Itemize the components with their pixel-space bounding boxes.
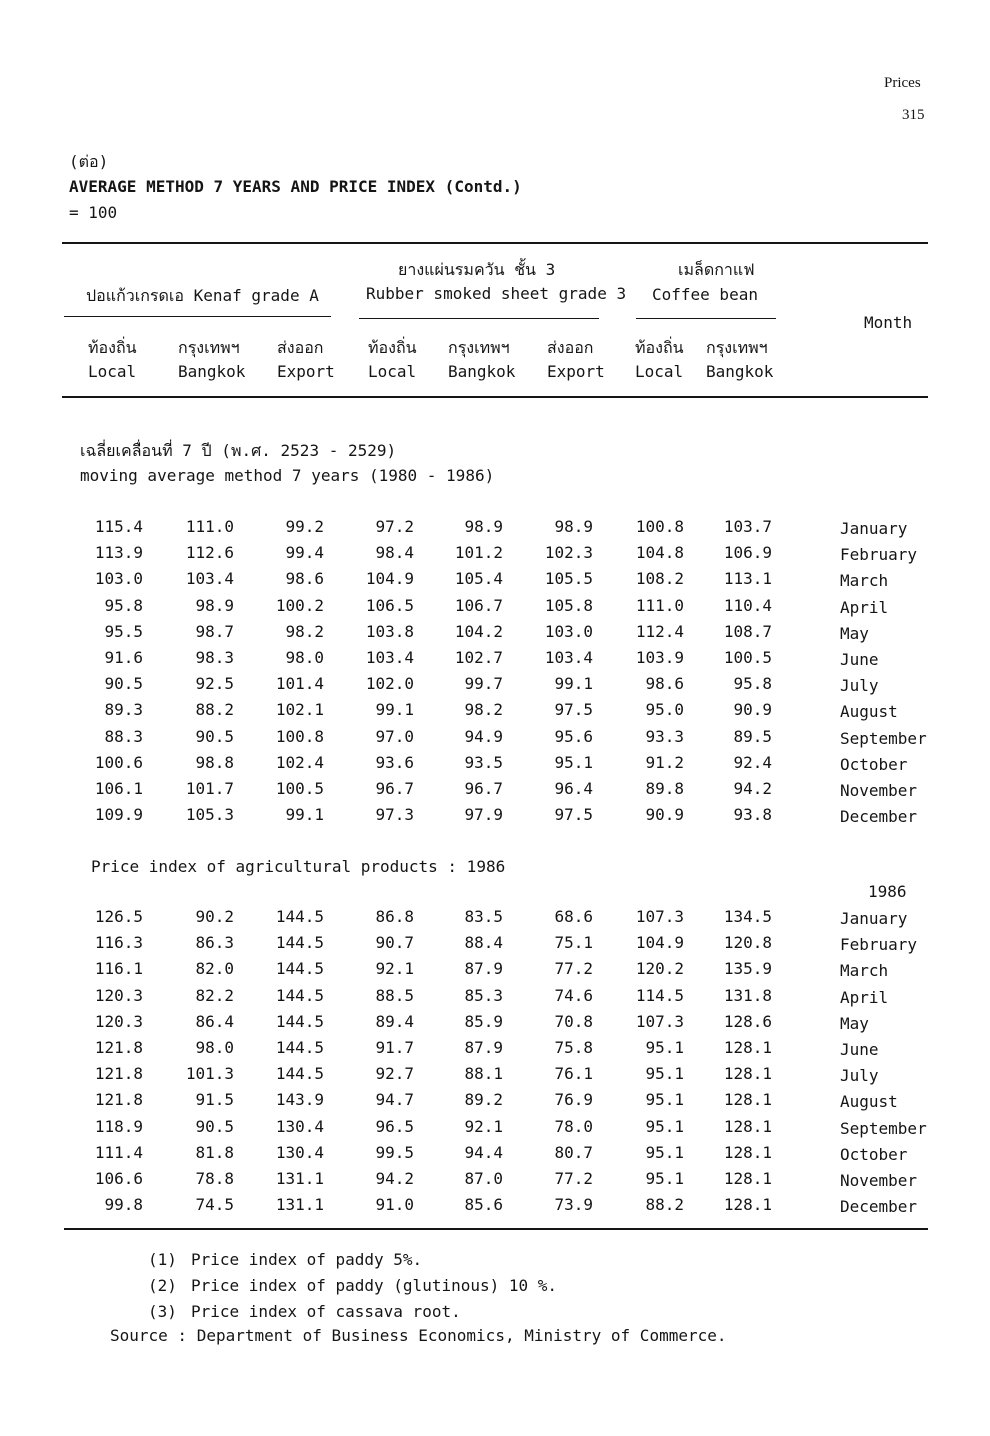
table-cell: 74.5 xyxy=(195,1195,234,1215)
table-cell: 85.9 xyxy=(464,1011,503,1031)
month-label: September xyxy=(840,728,927,748)
table-cell: 95.1 xyxy=(645,1142,684,1162)
table-cell: 88.1 xyxy=(464,1064,503,1084)
month-label: December xyxy=(840,1197,918,1217)
table-cell: 144.5 xyxy=(275,1064,324,1084)
table-cell: 120.2 xyxy=(635,959,684,979)
column-header-thai: ส่งออก xyxy=(547,338,594,357)
table-cell: 121.8 xyxy=(94,1090,143,1110)
table-cell: 89.5 xyxy=(733,726,772,746)
table-cell: 103.9 xyxy=(635,648,684,667)
table-cell: 99.2 xyxy=(285,517,324,536)
table-cell: 144.5 xyxy=(275,1011,324,1031)
table-cell: 144.5 xyxy=(275,1038,324,1057)
column-header-thai: ท้องถิ่น xyxy=(635,338,684,357)
table-cell: 99.4 xyxy=(285,543,324,563)
table-cell: 92.1 xyxy=(375,959,414,979)
table-cell: 95.1 xyxy=(645,1090,684,1110)
table-cell: 96.7 xyxy=(464,779,503,798)
table-cell: 90.5 xyxy=(195,1116,234,1136)
table-cell: 116.1 xyxy=(94,959,143,979)
table-cell: 90.9 xyxy=(645,805,684,825)
column-header-english: Local xyxy=(88,362,137,381)
table-cell: 101.4 xyxy=(275,674,324,694)
table-cell: 102.0 xyxy=(365,674,414,694)
table-cell: 121.8 xyxy=(94,1064,143,1084)
table-cell: 91.7 xyxy=(375,1038,414,1057)
table-cell: 102.4 xyxy=(275,752,324,772)
table-cell: 90.5 xyxy=(104,674,143,694)
table-cell: 103.0 xyxy=(544,621,593,641)
table-cell: 94.4 xyxy=(464,1142,503,1162)
table-cell: 111.0 xyxy=(635,595,684,615)
table-cell: 107.3 xyxy=(635,907,684,926)
table-cell: 128.1 xyxy=(723,1169,772,1188)
table-cell: 78.0 xyxy=(554,1116,593,1136)
table-cell: 144.5 xyxy=(275,933,324,953)
table-cell: 105.4 xyxy=(454,569,503,589)
footnote-text: Price index of paddy (glutinous) 10 %. xyxy=(191,1276,558,1295)
month-label: October xyxy=(840,1144,908,1164)
column-header-thai: ท้องถิ่น xyxy=(368,338,417,357)
page-number: 315 xyxy=(902,107,925,123)
footnote-number: (2) xyxy=(148,1276,177,1295)
table-cell: 100.2 xyxy=(275,595,324,615)
table-cell: 144.5 xyxy=(275,907,324,926)
table-title: AVERAGE METHOD 7 YEARS AND PRICE INDEX (Contd.) xyxy=(69,177,522,196)
table-cell: 102.1 xyxy=(275,700,324,720)
month-label: July xyxy=(840,1066,879,1086)
table-cell: 68.6 xyxy=(554,907,593,926)
table-cell: 120.3 xyxy=(94,1011,143,1031)
table-cell: 134.5 xyxy=(723,907,772,926)
column-header-english: Bangkok xyxy=(448,362,516,381)
table-cell: 98.9 xyxy=(195,595,234,615)
column-header-thai: กรุงเทพฯ xyxy=(448,338,510,357)
table-cell: 76.1 xyxy=(554,1064,593,1084)
table-cell: 120.3 xyxy=(94,985,143,1005)
column-header-thai: กรุงเทพฯ xyxy=(706,338,768,357)
table-cell: 86.8 xyxy=(375,907,414,926)
table-cell: 89.2 xyxy=(464,1090,503,1110)
month-label: February xyxy=(840,545,918,565)
table-cell: 128.1 xyxy=(723,1195,772,1215)
section2-title: Price index of agricultural products : 1986 xyxy=(91,857,506,876)
table-cell: 113.9 xyxy=(94,543,143,563)
table-cell: 110.4 xyxy=(723,595,772,615)
table-cell: 95.1 xyxy=(645,1169,684,1188)
month-label: December xyxy=(840,807,918,827)
month-header: Month xyxy=(864,313,913,332)
month-label: September xyxy=(840,1118,927,1138)
column-header-thai: ส่งออก xyxy=(277,338,324,357)
table-cell: 97.5 xyxy=(554,700,593,720)
table-cell: 93.8 xyxy=(733,805,772,825)
table-cell: 131.1 xyxy=(275,1195,324,1215)
table-cell: 86.4 xyxy=(195,1011,234,1031)
table-cell: 109.9 xyxy=(94,805,143,825)
table-cell: 78.8 xyxy=(195,1169,234,1188)
table-cell: 103.7 xyxy=(723,517,772,536)
table-cell: 98.8 xyxy=(195,752,234,772)
table-cell: 82.2 xyxy=(195,985,234,1005)
table-cell: 96.4 xyxy=(554,779,593,798)
month-label: June xyxy=(840,650,879,669)
table-cell: 89.4 xyxy=(375,1011,414,1031)
table-cell: 98.9 xyxy=(464,517,503,536)
table-cell: 100.6 xyxy=(94,752,143,772)
table-cell: 85.3 xyxy=(464,985,503,1005)
table-cell: 118.9 xyxy=(94,1116,143,1136)
table-cell: 89.8 xyxy=(645,779,684,798)
rubber-group-rule xyxy=(359,318,599,319)
table-cell: 87.9 xyxy=(464,959,503,979)
table-cell: 90.5 xyxy=(195,726,234,746)
kenaf-group-header: ปอแก้วเกรดเอ Kenaf grade A xyxy=(86,286,319,305)
table-cell: 106.1 xyxy=(94,779,143,798)
table-cell: 86.3 xyxy=(195,933,234,953)
month-label: November xyxy=(840,781,918,800)
table-cell: 111.4 xyxy=(94,1142,143,1162)
table-cell: 144.5 xyxy=(275,985,324,1005)
table-cell: 98.2 xyxy=(464,700,503,720)
coffee-group-rule xyxy=(636,318,776,319)
table-cell: 93.6 xyxy=(375,752,414,772)
footnote-text: Price index of cassava root. xyxy=(191,1302,461,1321)
month-label: April xyxy=(840,597,889,617)
table-cell: 100.8 xyxy=(275,726,324,746)
table-cell: 108.7 xyxy=(723,621,772,641)
table-cell: 97.5 xyxy=(554,805,593,825)
table-cell: 100.5 xyxy=(723,648,772,667)
table-cell: 88.5 xyxy=(375,985,414,1005)
table-cell: 106.5 xyxy=(365,595,414,615)
table-cell: 130.4 xyxy=(275,1142,324,1162)
table-cell: 95.8 xyxy=(104,595,143,615)
table-cell: 101.2 xyxy=(454,543,503,563)
month-label: November xyxy=(840,1171,918,1190)
table-cell: 92.5 xyxy=(195,674,234,694)
table-cell: 77.2 xyxy=(554,1169,593,1188)
table-cell: 76.9 xyxy=(554,1090,593,1110)
table-cell: 104.8 xyxy=(635,543,684,563)
table-cell: 102.3 xyxy=(544,543,593,563)
table-cell: 91.2 xyxy=(645,752,684,772)
table-cell: 111.0 xyxy=(185,517,234,536)
table-cell: 98.7 xyxy=(195,621,234,641)
table-cell: 91.5 xyxy=(195,1090,234,1110)
table-cell: 87.0 xyxy=(464,1169,503,1188)
table-cell: 95.8 xyxy=(733,674,772,694)
table-cell: 74.6 xyxy=(554,985,593,1005)
table-cell: 128.1 xyxy=(723,1090,772,1110)
source-note: Source : Department of Business Economics, Ministry of Commerce. xyxy=(110,1326,727,1345)
table-cell: 104.9 xyxy=(365,569,414,589)
table-cell: 106.7 xyxy=(454,595,503,615)
table-cell: 99.1 xyxy=(285,805,324,825)
table-cell: 98.3 xyxy=(195,648,234,667)
table-cell: 94.9 xyxy=(464,726,503,746)
table-cell: 83.5 xyxy=(464,907,503,926)
table-cell: 106.9 xyxy=(723,543,772,563)
table-cell: 126.5 xyxy=(94,907,143,926)
table-cell: 80.7 xyxy=(554,1142,593,1162)
footnote-number: (3) xyxy=(148,1302,177,1321)
month-label: August xyxy=(840,702,898,722)
header-bottom-rule xyxy=(62,396,928,398)
table-cell: 108.2 xyxy=(635,569,684,589)
column-header-thai: กรุงเทพฯ xyxy=(178,338,240,357)
table-cell: 128.1 xyxy=(723,1038,772,1057)
table-cell: 116.3 xyxy=(94,933,143,953)
footnote-text: Price index of paddy 5%. xyxy=(191,1250,423,1269)
table-cell: 95.1 xyxy=(554,752,593,772)
table-cell: 98.6 xyxy=(645,674,684,694)
month-label: May xyxy=(840,1013,869,1033)
table-cell: 98.2 xyxy=(285,621,324,641)
month-label: June xyxy=(840,1040,879,1059)
table-cell: 97.3 xyxy=(375,805,414,825)
month-label: October xyxy=(840,754,908,774)
table-cell: 128.1 xyxy=(723,1064,772,1084)
table-cell: 99.8 xyxy=(104,1195,143,1215)
table-cell: 112.6 xyxy=(185,543,234,563)
table-cell: 100.8 xyxy=(635,517,684,536)
table-cell: 100.5 xyxy=(275,779,324,798)
table-cell: 104.9 xyxy=(635,933,684,953)
table-cell: 70.8 xyxy=(554,1011,593,1031)
table-cell: 98.4 xyxy=(375,543,414,563)
column-header-english: Bangkok xyxy=(178,362,246,381)
table-cell: 85.6 xyxy=(464,1195,503,1215)
table-cell: 90.7 xyxy=(375,933,414,953)
table-cell: 97.2 xyxy=(375,517,414,536)
table-cell: 82.0 xyxy=(195,959,234,979)
table-cell: 130.4 xyxy=(275,1116,324,1136)
column-header-english: Local xyxy=(635,362,684,381)
table-cell: 103.4 xyxy=(544,648,593,667)
table-cell: 87.9 xyxy=(464,1038,503,1057)
table-cell: 75.1 xyxy=(554,933,593,953)
table-cell: 98.6 xyxy=(285,569,324,589)
table-cell: 95.1 xyxy=(645,1064,684,1084)
month-label: May xyxy=(840,623,869,643)
rubber-group-english: Rubber smoked sheet grade 3 xyxy=(366,284,627,303)
table-cell: 113.1 xyxy=(723,569,772,589)
table-cell: 90.9 xyxy=(733,700,772,720)
table-cell: 97.9 xyxy=(464,805,503,825)
table-cell: 95.1 xyxy=(645,1038,684,1057)
table-cell: 112.4 xyxy=(635,621,684,641)
table-cell: 99.1 xyxy=(554,674,593,694)
column-header-english: Bangkok xyxy=(706,362,774,381)
table-cell: 98.0 xyxy=(195,1038,234,1057)
table-cell: 103.8 xyxy=(365,621,414,641)
table-cell: 95.5 xyxy=(104,621,143,641)
table-cell: 75.8 xyxy=(554,1038,593,1057)
table-cell: 88.3 xyxy=(104,726,143,746)
section1-title: moving average method 7 years (1980 - 1986) xyxy=(80,466,495,485)
table-cell: 92.1 xyxy=(464,1116,503,1136)
table-cell: 102.7 xyxy=(454,648,503,667)
table-cell: 91.0 xyxy=(375,1195,414,1215)
table-cell: 115.4 xyxy=(94,517,143,536)
table-cell: 94.2 xyxy=(375,1169,414,1188)
table-cell: 94.2 xyxy=(733,779,772,798)
table-cell: 90.2 xyxy=(195,907,234,926)
table-cell: 91.6 xyxy=(104,648,143,667)
section-label: Prices xyxy=(884,75,921,91)
table-cell: 131.8 xyxy=(723,985,772,1005)
table-cell: 98.9 xyxy=(554,517,593,536)
table-cell: 95.1 xyxy=(645,1116,684,1136)
footnote-number: (1) xyxy=(148,1250,177,1269)
table-cell: 107.3 xyxy=(635,1011,684,1031)
table-cell: 95.6 xyxy=(554,726,593,746)
table-cell: 101.3 xyxy=(185,1064,234,1084)
table-cell: 77.2 xyxy=(554,959,593,979)
table-cell: 93.5 xyxy=(464,752,503,772)
table-cell: 105.8 xyxy=(544,595,593,615)
table-cell: 73.9 xyxy=(554,1195,593,1215)
month-label: January xyxy=(840,909,908,928)
table-cell: 131.1 xyxy=(275,1169,324,1188)
table-cell: 97.0 xyxy=(375,726,414,746)
table-cell: 143.9 xyxy=(275,1090,324,1110)
coffee-group-english: Coffee bean xyxy=(652,285,758,304)
month-label: April xyxy=(840,987,889,1007)
table-cell: 105.3 xyxy=(185,805,234,825)
column-header-english: Export xyxy=(277,362,335,381)
table-cell: 128.6 xyxy=(723,1011,772,1031)
table-cell: 103.4 xyxy=(365,648,414,667)
column-header-english: Export xyxy=(547,362,605,381)
table-cell: 99.5 xyxy=(375,1142,414,1162)
table-cell: 121.8 xyxy=(94,1038,143,1057)
base-label: = 100 xyxy=(69,203,118,222)
table-cell: 88.2 xyxy=(195,700,234,720)
table-cell: 94.7 xyxy=(375,1090,414,1110)
coffee-group-thai: เมล็ดกาแฟ xyxy=(678,260,755,279)
table-cell: 92.4 xyxy=(733,752,772,772)
table-cell: 96.5 xyxy=(375,1116,414,1136)
rubber-group-thai: ยางแผ่นรมควัน ชั้น 3 xyxy=(398,260,556,279)
month-label: August xyxy=(840,1092,898,1112)
table-cell: 101.7 xyxy=(185,779,234,798)
month-label: February xyxy=(840,935,918,955)
month-label: July xyxy=(840,676,879,696)
column-header-english: Local xyxy=(368,362,417,381)
table-cell: 88.4 xyxy=(464,933,503,953)
month-label: March xyxy=(840,961,889,981)
table-cell: 81.8 xyxy=(195,1142,234,1162)
table-cell: 89.3 xyxy=(104,700,143,720)
table-cell: 106.6 xyxy=(94,1169,143,1188)
table-cell: 95.0 xyxy=(645,700,684,720)
section1-thai-title: เฉลี่ยเคลื่อนที่ 7 ปี (พ.ศ. 2523 - 2529) xyxy=(80,441,397,460)
header-top-rule xyxy=(62,242,928,244)
kenaf-group-rule xyxy=(64,316,331,317)
table-cell: 98.0 xyxy=(285,648,324,667)
table-cell: 128.1 xyxy=(723,1116,772,1136)
table-cell: 120.8 xyxy=(723,933,772,953)
column-header-thai: ท้องถิ่น xyxy=(88,338,137,357)
month-label: January xyxy=(840,519,908,538)
table-cell: 144.5 xyxy=(275,959,324,979)
table-bottom-rule xyxy=(64,1228,928,1230)
table-cell: 114.5 xyxy=(635,985,684,1005)
section2-year: 1986 xyxy=(868,882,907,901)
table-cell: 104.2 xyxy=(454,621,503,641)
table-cell: 103.4 xyxy=(185,569,234,589)
table-cell: 96.7 xyxy=(375,779,414,798)
table-cell: 88.2 xyxy=(645,1195,684,1215)
table-cell: 105.5 xyxy=(544,569,593,589)
table-cell: 99.1 xyxy=(375,700,414,720)
month-label: March xyxy=(840,571,889,591)
table-cell: 128.1 xyxy=(723,1142,772,1162)
table-cell: 99.7 xyxy=(464,674,503,694)
table-cell: 135.9 xyxy=(723,959,772,979)
thai-continued-label: (ต่อ) xyxy=(69,152,109,171)
table-cell: 93.3 xyxy=(645,726,684,746)
table-cell: 92.7 xyxy=(375,1064,414,1084)
table-cell: 103.0 xyxy=(94,569,143,589)
